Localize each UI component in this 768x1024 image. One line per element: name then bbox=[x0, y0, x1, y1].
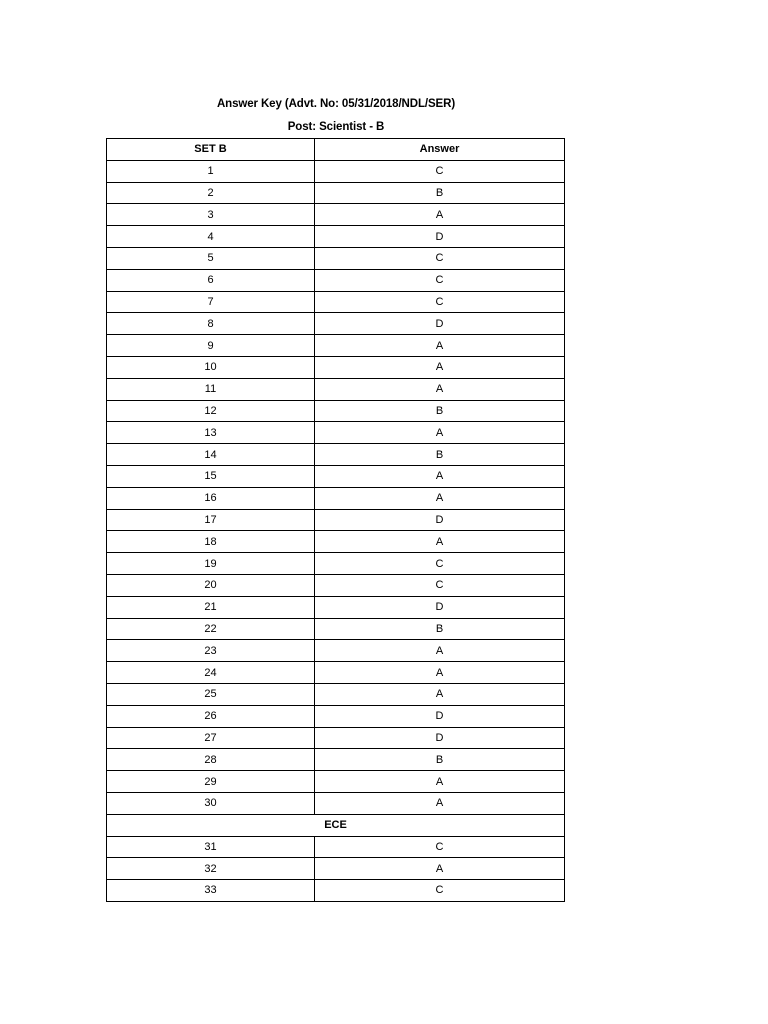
table-row bbox=[107, 160, 565, 182]
table-row bbox=[107, 836, 565, 858]
answer-cell: A bbox=[315, 683, 565, 705]
table-row bbox=[107, 618, 565, 640]
table-row bbox=[107, 662, 565, 684]
table-row bbox=[107, 335, 565, 357]
answer-cell: D bbox=[315, 226, 565, 248]
question-number-cell: 32 bbox=[107, 858, 315, 880]
answer-cell: B bbox=[315, 444, 565, 466]
table-row bbox=[107, 705, 565, 727]
answer-cell: D bbox=[315, 705, 565, 727]
question-number-cell: 26 bbox=[107, 705, 315, 727]
table-row bbox=[107, 291, 565, 313]
table-row bbox=[107, 749, 565, 771]
table-row bbox=[107, 553, 565, 575]
answer-cell: C bbox=[315, 880, 565, 902]
answer-cell: A bbox=[315, 858, 565, 880]
question-number-cell: 14 bbox=[107, 444, 315, 466]
question-number-cell: 27 bbox=[107, 727, 315, 749]
table-row bbox=[107, 880, 565, 902]
question-number-cell: 1 bbox=[107, 160, 315, 182]
answer-cell: D bbox=[315, 313, 565, 335]
answer-cell: D bbox=[315, 727, 565, 749]
section-row bbox=[107, 814, 565, 836]
table-row bbox=[107, 771, 565, 793]
question-number-cell: 12 bbox=[107, 400, 315, 422]
question-number-cell: 29 bbox=[107, 771, 315, 793]
answer-cell: A bbox=[315, 771, 565, 793]
answer-cell: B bbox=[315, 618, 565, 640]
answer-cell: C bbox=[315, 574, 565, 596]
table-row bbox=[107, 182, 565, 204]
answer-cell: A bbox=[315, 422, 565, 444]
question-number-cell: 5 bbox=[107, 247, 315, 269]
table-row bbox=[107, 727, 565, 749]
answer-cell: C bbox=[315, 247, 565, 269]
table-row bbox=[107, 400, 565, 422]
answer-cell: B bbox=[315, 182, 565, 204]
answer-cell: C bbox=[315, 160, 565, 182]
table-row bbox=[107, 204, 565, 226]
question-number-cell: 10 bbox=[107, 356, 315, 378]
table-body bbox=[107, 160, 565, 901]
table-row bbox=[107, 444, 565, 466]
answer-cell: C bbox=[315, 291, 565, 313]
table-row bbox=[107, 858, 565, 880]
answer-cell: C bbox=[315, 269, 565, 291]
question-number-cell: 21 bbox=[107, 596, 315, 618]
table-row bbox=[107, 422, 565, 444]
question-number-cell: 9 bbox=[107, 335, 315, 357]
table-row bbox=[107, 596, 565, 618]
question-number-cell: 20 bbox=[107, 574, 315, 596]
question-number-cell: 31 bbox=[107, 836, 315, 858]
table-header-row bbox=[107, 139, 565, 161]
question-number-cell: 22 bbox=[107, 618, 315, 640]
answer-cell: D bbox=[315, 509, 565, 531]
table-row bbox=[107, 574, 565, 596]
table-row bbox=[107, 313, 565, 335]
answer-cell: C bbox=[315, 553, 565, 575]
answer-cell: B bbox=[315, 749, 565, 771]
answer-cell: A bbox=[315, 335, 565, 357]
question-number-cell: 18 bbox=[107, 531, 315, 553]
question-number-cell: 19 bbox=[107, 553, 315, 575]
question-number-cell: 2 bbox=[107, 182, 315, 204]
table-row bbox=[107, 378, 565, 400]
question-number-cell: 17 bbox=[107, 509, 315, 531]
question-number-cell: 28 bbox=[107, 749, 315, 771]
question-number-cell: 24 bbox=[107, 662, 315, 684]
answer-cell: B bbox=[315, 400, 565, 422]
column-header-answer: Answer bbox=[315, 139, 565, 161]
column-header-set: SET B bbox=[107, 139, 315, 161]
question-number-cell: 4 bbox=[107, 226, 315, 248]
section-label: ECE bbox=[107, 814, 565, 836]
question-number-cell: 13 bbox=[107, 422, 315, 444]
answer-cell: A bbox=[315, 465, 565, 487]
answer-cell: A bbox=[315, 204, 565, 226]
page-subtitle: Post: Scientist - B bbox=[287, 121, 385, 133]
table-row bbox=[107, 509, 565, 531]
question-number-cell: 15 bbox=[107, 465, 315, 487]
question-number-cell: 11 bbox=[107, 378, 315, 400]
table-row bbox=[107, 269, 565, 291]
table-row bbox=[107, 531, 565, 553]
question-number-cell: 30 bbox=[107, 792, 315, 814]
answer-cell: A bbox=[315, 356, 565, 378]
answer-cell: A bbox=[315, 487, 565, 509]
table-row bbox=[107, 247, 565, 269]
question-number-cell: 6 bbox=[107, 269, 315, 291]
question-number-cell: 7 bbox=[107, 291, 315, 313]
question-number-cell: 25 bbox=[107, 683, 315, 705]
table-row bbox=[107, 465, 565, 487]
answer-cell: C bbox=[315, 836, 565, 858]
answer-cell: A bbox=[315, 792, 565, 814]
answer-cell: A bbox=[315, 531, 565, 553]
table-row bbox=[107, 640, 565, 662]
answer-cell: A bbox=[315, 662, 565, 684]
question-number-cell: 8 bbox=[107, 313, 315, 335]
table-row bbox=[107, 487, 565, 509]
question-number-cell: 3 bbox=[107, 204, 315, 226]
page-title: Answer Key (Advt. No: 05/31/2018/NDL/SER) bbox=[216, 98, 456, 110]
question-number-cell: 33 bbox=[107, 880, 315, 902]
table-row bbox=[107, 226, 565, 248]
answer-key-table bbox=[106, 138, 565, 902]
table-row bbox=[107, 356, 565, 378]
question-number-cell: 23 bbox=[107, 640, 315, 662]
answer-cell: A bbox=[315, 378, 565, 400]
question-number-cell: 16 bbox=[107, 487, 315, 509]
table-row bbox=[107, 683, 565, 705]
answer-cell: A bbox=[315, 640, 565, 662]
table-row bbox=[107, 792, 565, 814]
answer-cell: D bbox=[315, 596, 565, 618]
